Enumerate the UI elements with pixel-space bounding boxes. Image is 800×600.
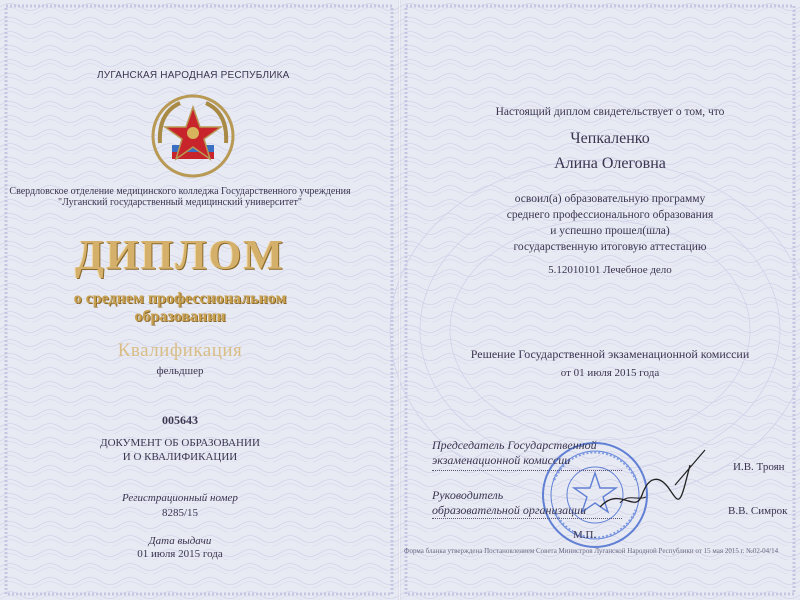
page-fold — [398, 0, 401, 600]
qualification-label: Квалификация — [117, 340, 243, 361]
head-of-organization-name: В.В. Симрок — [728, 505, 788, 517]
commission-decision-date: от 01 июля 2015 года — [560, 367, 660, 379]
document-type-line-2: И О КВАЛИФИКАЦИИ — [122, 451, 238, 463]
certification-statement: Настоящий диплом свидетельствует о том, что — [495, 106, 725, 118]
specialty: 5.12010101 Лечебное дело — [548, 264, 672, 276]
graduate-first-names: Алина Олеговна — [554, 155, 666, 172]
chair-signature-line — [432, 470, 622, 471]
commission-chair-name: И.В. Троян — [733, 461, 785, 473]
institution-line-1: Свердловское отделение медицинского колледжа Государственного учреждения — [9, 186, 351, 197]
institution-line-2: "Луганский государственный медицинский университет" — [58, 197, 302, 208]
registration-number-value: 8285/15 — [161, 507, 199, 519]
diploma-number: 005643 — [162, 413, 198, 427]
republic-name: ЛУГАНСКАЯ НАРОДНАЯ РЕСПУБЛИКА — [97, 70, 290, 81]
commission-chair-label-line-1: Председатель Государственной — [432, 438, 597, 452]
document-type-line-1: ДОКУМЕНТ ОБ ОБРАЗОВАНИИ — [100, 437, 260, 449]
program-line-3: и успешно прошел(шла) — [550, 225, 670, 237]
commission-decision: Решение Государственной экзаменационной комиссии — [470, 347, 750, 361]
registration-number-label: Регистрационный номер — [122, 492, 238, 504]
diploma-subtitle-line-2: образовании — [134, 308, 226, 325]
program-line-4: государственную итоговую аттестацию — [513, 241, 707, 253]
head-of-organization-label-line-2: образовательной организации — [432, 503, 587, 517]
signature-icon — [580, 445, 710, 525]
head-signature-line — [432, 518, 622, 519]
coat-of-arms-icon — [150, 93, 236, 179]
program-line-1: освоил(а) образовательную программу — [514, 193, 706, 205]
issue-date-value: 01 июля 2015 года — [137, 548, 223, 560]
diploma-title: ДИПЛОМ — [75, 233, 285, 279]
qualification-value: фельдшер — [156, 365, 204, 377]
stamp-place-mark: М.П. — [573, 529, 597, 541]
program-line-2: среднего профессионального образования — [506, 209, 714, 221]
graduate-last-name: Чепкаленко — [570, 130, 650, 147]
commission-chair-label-line-2: экзаменационной комиссии — [432, 453, 571, 467]
form-approval-note: Форма бланка утверждена Постановлением Совета Министров Луганской Народной Республики от 15 мая 2015 г. №02-04/14 — [404, 547, 779, 555]
issue-date-label: Дата выдачи — [148, 535, 212, 547]
head-of-organization-label-line-1: Руководитель — [432, 488, 504, 502]
diploma-subtitle-line-1: о среднем профессиональном — [73, 290, 287, 307]
